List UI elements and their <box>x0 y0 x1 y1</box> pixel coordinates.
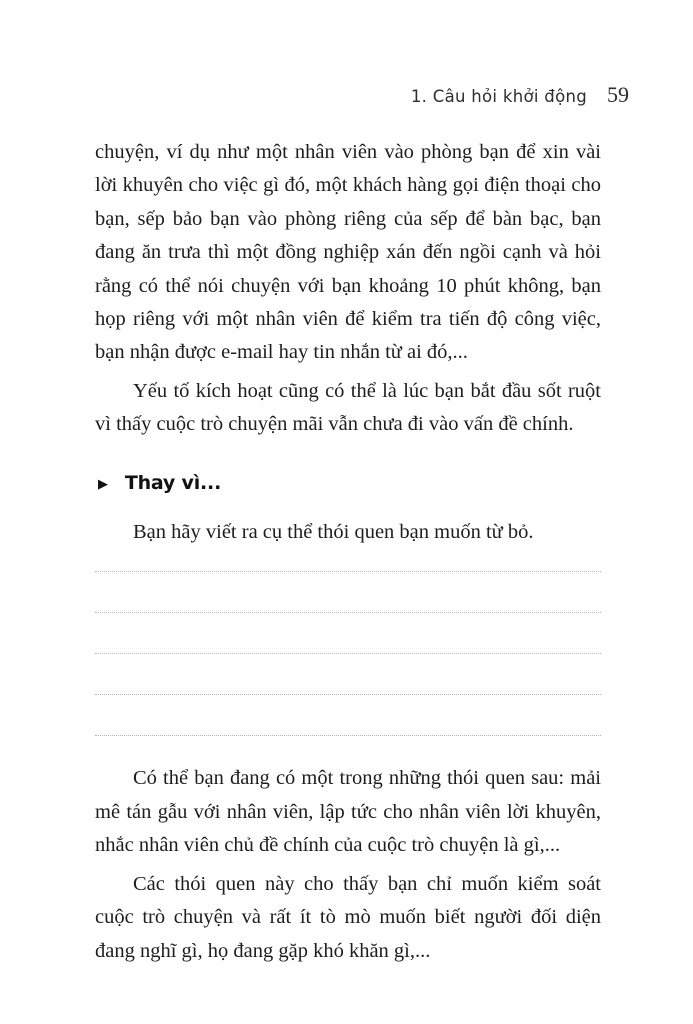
write-line <box>95 654 601 695</box>
writing-lines <box>95 549 601 736</box>
write-line <box>95 572 601 613</box>
callout-heading <box>98 467 601 500</box>
page-number: 59 <box>607 82 629 107</box>
page-header <box>411 82 629 108</box>
paragraph-habits-list: Có thể bạn đang có một trong những thói quen sau: mải mê tán gẫu với nhân viên, lập tức cho nhân viên lời khuyên, nhắc nhân viên chủ đề chính của cuộc trò chuyện là gì,... <box>95 767 601 857</box>
callout-label: Thay vì... <box>124 471 222 494</box>
chapter-title: 1. Câu hỏi khởi động <box>410 87 587 106</box>
write-line <box>95 549 601 572</box>
paragraph-trigger-factor: Yếu tố kích hoạt cũng có thể là lúc bạn bắt đầu sốt ruột vì thấy cuộc trò chuyện mãi vẫn chưa đi vào vấn đề chính. <box>95 379 601 436</box>
write-line <box>95 695 601 736</box>
triangle-bullet-icon: ▶ <box>98 476 108 492</box>
paragraph-instruction: Bạn hãy viết ra cụ thể thói quen bạn muốn từ bỏ. <box>133 521 534 544</box>
paragraph-continuation: chuyện, ví dụ như một nhân viên vào phòng bạn để xin vài lời khuyên cho việc gì đó, một khách hàng gọi điện thoại cho bạn, sếp bảo bạn vào phòng riêng của sếp để bàn bạc, bạn đang ăn trưa thì một đồng nghiệp xán đến ngồi cạnh và hỏi rằng có thể nói chuyện với bạn khoảng 10 phút không, bạn họp riêng với một nhân viên để kiểm tra tiến độ công việc, bạn nhận được e-mail hay tin nhắn từ ai đó,... <box>95 141 601 364</box>
body-text <box>95 136 601 968</box>
write-line <box>95 613 601 654</box>
paragraph-habits-meaning: Các thói quen này cho thấy bạn chỉ muốn kiểm soát cuộc trò chuyện và rất ít tò mò muốn biết người đối diện đang nghĩ gì, họ đang gặp khó khăn gì,... <box>95 872 601 962</box>
